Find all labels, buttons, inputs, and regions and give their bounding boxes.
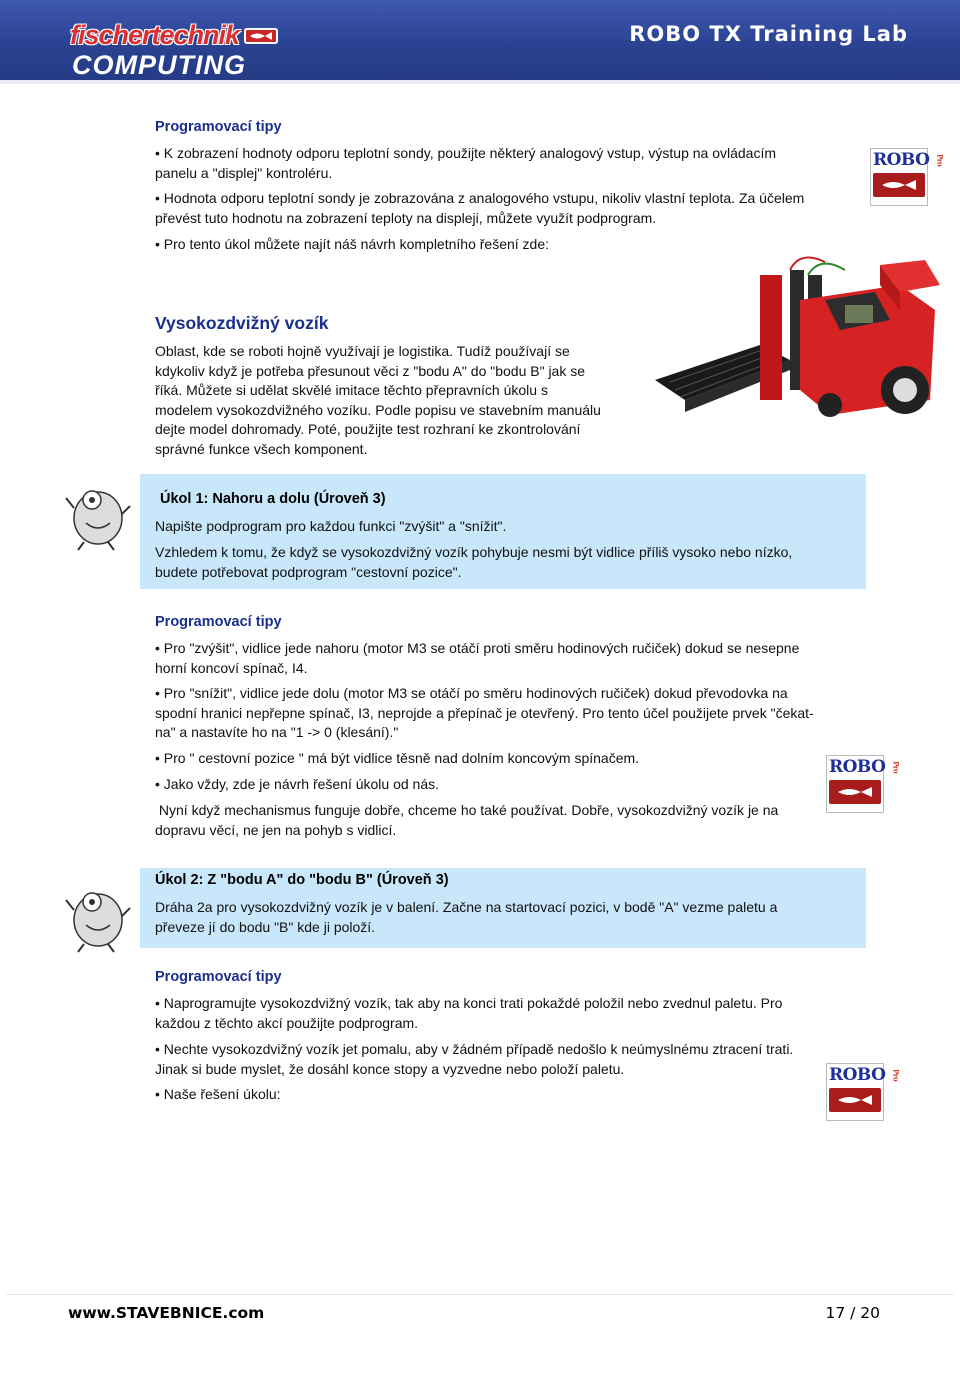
section-title-forklift: Vysokozdvižný vozík <box>155 313 329 333</box>
page-header <box>0 0 960 84</box>
brand-name: fischertechnik <box>70 20 240 50</box>
page-number: 17 / 20 <box>825 1304 880 1322</box>
header-title: ROBO TX Training Lab <box>629 22 908 46</box>
text-line: Vzhledem k tomu, že když se vysokozdvižný vozík pohybuje nesmi být vidlice příliš vysoko nebo nízko, <box>155 544 793 560</box>
tips2-bullet-3: • Pro " cestovní pozice " má být vidlice těsně nad dolním koncovým spínačem. <box>155 750 640 766</box>
text-line: každou z těchto akcí použijte podprogram. <box>155 1014 419 1031</box>
text-line: • Nechte vysokozdvižný vozík jet pomalu, aby v žádném případě nedošlo k neúmyslnému ztracení trati. <box>155 1041 794 1057</box>
robo-word: ROBO <box>829 757 886 777</box>
robo-pro-icon <box>826 755 901 813</box>
tips3-bullet-3: • Naše řešení úkolu: <box>155 1086 281 1102</box>
tips1-bullet-1 <box>155 144 855 183</box>
text-line: říká. Můžete si udělat skvělé imitace těchto přepravních úkolu s <box>155 382 548 398</box>
robo-word: ROBO <box>829 1065 886 1085</box>
text-line: horní koncoví spínač, I4. <box>155 659 308 676</box>
text-line: Nyní když mechanismus funguje dobře, chceme ho také používat. Dobře, vysokozdvižný vozík je na <box>155 802 779 818</box>
pro-word: Pro <box>935 153 945 167</box>
text-line: Oblast, kde se roboti hojně využívají je logistika. Tudíž používají se <box>155 343 570 359</box>
task-1-text-2 <box>155 543 860 582</box>
footer-divider <box>6 1294 954 1295</box>
page-footer <box>0 1294 960 1334</box>
text-line: panelu a "displej" kontroléru. <box>155 164 333 181</box>
tips2-bullet-4: • Jako vždy, zde je návrh řešení úkolu od nás. <box>155 776 440 792</box>
robo-word: ROBO <box>873 150 930 170</box>
text-line: na" a nastavíte ho na "1 -> 0 (klesání)." <box>155 724 399 740</box>
text-line: modelem vysokozdvižného vozíku. Podle popisu ve stavebním manuálu <box>155 401 601 418</box>
forklift-robot-image <box>650 240 950 460</box>
text-line: • K zobrazení hodnoty odporu teplotní sondy, použijte některý analogový vstup, výstup na ovládacím <box>155 145 777 161</box>
text-line: • Naprogramujte vysokozdvižný vozík, tak aby na konci trati pokaždé položil nebo zvednul paletu. Pro <box>155 995 783 1011</box>
task-1-text-1: Napište podprogram pro každou funkci "zvýšit" a "snížit". <box>155 518 507 534</box>
tips-heading-2: Programovací tipy <box>155 614 282 630</box>
pro-word: Pro <box>891 1068 901 1082</box>
robo-pro-icon <box>826 1063 901 1121</box>
text-line: převést tuto hodnotu na zobrazení teploty na displeji, můžete využít podprogram. <box>155 209 657 226</box>
text-line: Dráha 2a pro vysokozdvižný vozík je v balení. Začne na startovací pozici, v bodě "A" vezme paletu a <box>155 899 778 915</box>
fish-logo-icon <box>244 28 278 44</box>
robot-mascot-icon <box>64 880 132 955</box>
tips2-paragraph <box>155 801 825 840</box>
text-line: • Pro "snížit", vidlice jede dolu (motor M3 se otáčí po směru hodinových ručiček) dokud převodovka na <box>155 685 788 701</box>
tips1-bullet-3: • Pro tento úkol můžete najít náš návrh kompletního řešení zde: <box>155 236 550 252</box>
robo-pro-icon <box>870 148 945 206</box>
text-line: spodní hranici nepřepne spínač, I3, neprojde a přepínač je otevřený. Pro tento účel použijete prvek "čekat- <box>155 704 814 721</box>
task-1-title: Úkol 1: Nahoru a dolu (Úroveň 3) <box>160 491 386 507</box>
text-line: • Pro "zvýšit", vidlice jede nahoru (motor M3 se otáčí proti směru hodinových ručiček) dokud se nesepne <box>155 640 800 656</box>
tips-heading-3: Programovací tipy <box>155 969 282 985</box>
tips-heading-1: Programovací tipy <box>155 119 282 135</box>
text-line: převeze jí do bodu "B" kde ji položí. <box>155 918 376 935</box>
tips3-bullet-1 <box>155 994 860 1033</box>
footer-website: www.STAVEBNICE.com <box>68 1304 265 1322</box>
text-line: • Hodnota odporu teplotní sondy je zobrazována z analogového vstupu, nikoliv vlastní teplota. Za účelem <box>155 190 805 206</box>
tips1-bullet-2 <box>155 189 855 228</box>
text-line: správné funkce všech komponent. <box>155 440 368 457</box>
text-line: kdykoliv když je potřeba přesunout věci z "bodu A" do "bodu B" jak se <box>155 362 586 379</box>
forklift-description <box>155 342 645 459</box>
text-line: Jinak si bude myslet, že dosáhl konce stopy a vyzvedne nebo položí paletu. <box>155 1060 625 1077</box>
text-line: dejte model dohromady. Poté, použijte test rozhraní ke zkontrolování <box>155 421 581 437</box>
fischertechnik-logo <box>70 20 278 51</box>
tips2-bullet-1 <box>155 639 860 678</box>
text-line: dopravu věcí, ne jen na pohyb s vidlicí. <box>155 821 397 838</box>
tips2-bullet-2 <box>155 684 860 743</box>
text-line: budete potřebovat podprogram "cestovní pozice". <box>155 563 462 580</box>
task-2-title: Úkol 2: Z "bodu A" do "bodu B" (Úroveň 3) <box>155 872 449 888</box>
robot-mascot-icon <box>64 478 132 553</box>
computing-logo: COMPUTING <box>72 50 246 80</box>
tips3-bullet-2 <box>155 1040 860 1079</box>
pro-word: Pro <box>891 760 901 774</box>
task-2-text <box>155 898 860 937</box>
